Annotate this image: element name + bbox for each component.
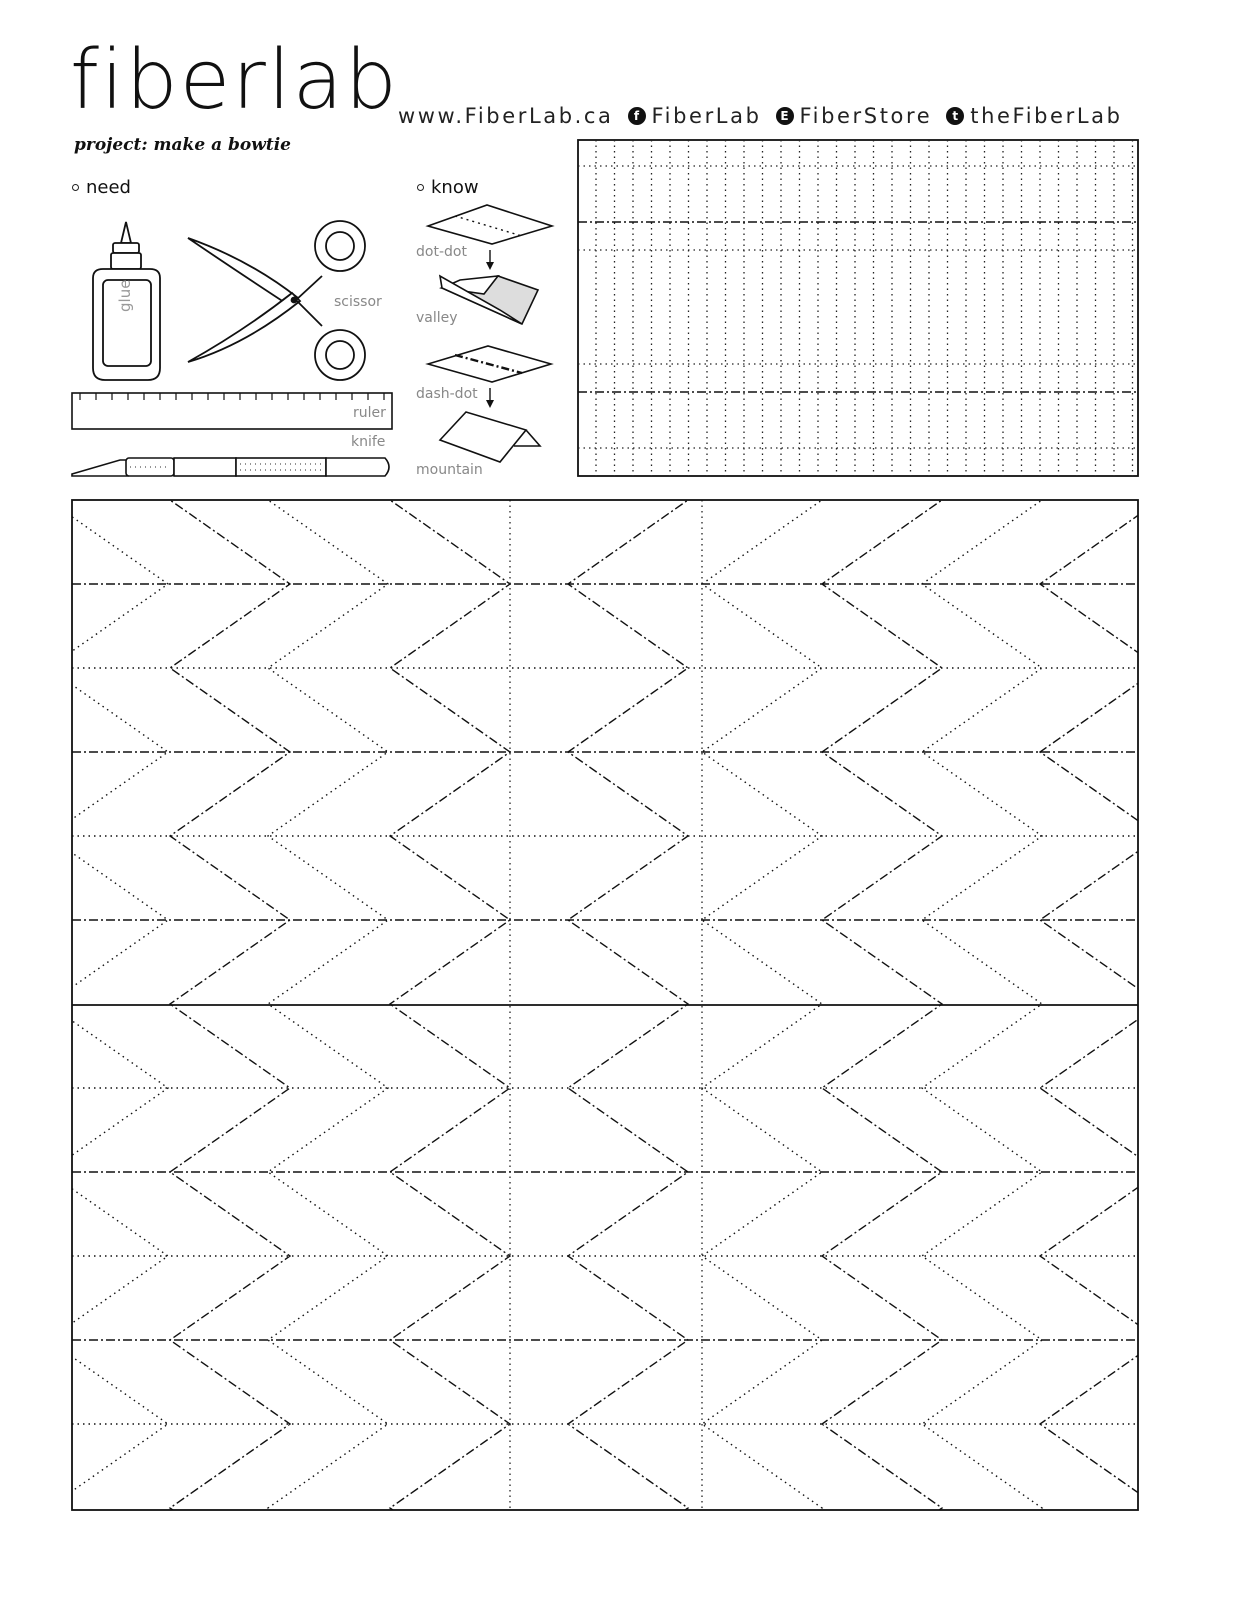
chevron-fold-line: [922, 416, 1042, 1592]
dash-dot-label: dash-dot: [416, 386, 478, 402]
bowtie-chevron-template: [48, 416, 1160, 1592]
chevron-fold-line: [568, 416, 688, 1592]
facebook-icon: f: [628, 107, 646, 125]
chevron-fold-line: [702, 416, 822, 1592]
chevron-fold-line: [170, 416, 290, 1592]
top-panel-border: [578, 140, 1138, 476]
twitter-link[interactable]: theFiberLab: [970, 104, 1123, 128]
mountain-label: mountain: [416, 462, 483, 478]
website-link[interactable]: www.FiberLab.ca: [398, 104, 614, 128]
chevron-fold-line: [268, 416, 388, 1592]
scissor-label: scissor: [334, 294, 382, 310]
twitter-icon: t: [946, 107, 964, 125]
project-title: project: make a bowtie: [74, 135, 291, 155]
chevron-fold-line: [822, 416, 942, 1592]
dot-dot-label: dot-dot: [416, 244, 467, 260]
glue-label: glue: [116, 279, 134, 312]
chevron-fold-line: [48, 416, 168, 1592]
facebook-link[interactable]: FiberLab: [651, 104, 762, 128]
valley-label: valley: [416, 310, 458, 326]
etsy-link[interactable]: FiberStore: [799, 104, 933, 128]
chevron-fold-line: [1040, 416, 1160, 1592]
fiberlab-logo: fiberlab: [70, 33, 399, 128]
know-heading-label: know: [431, 177, 479, 198]
chevron-fold-line: [390, 416, 510, 1592]
etsy-icon: E: [776, 107, 794, 125]
need-heading-label: need: [86, 177, 131, 198]
bow-center-template: [578, 140, 1138, 476]
ruler-label: ruler: [353, 405, 386, 421]
knife-label: knife: [351, 434, 386, 450]
